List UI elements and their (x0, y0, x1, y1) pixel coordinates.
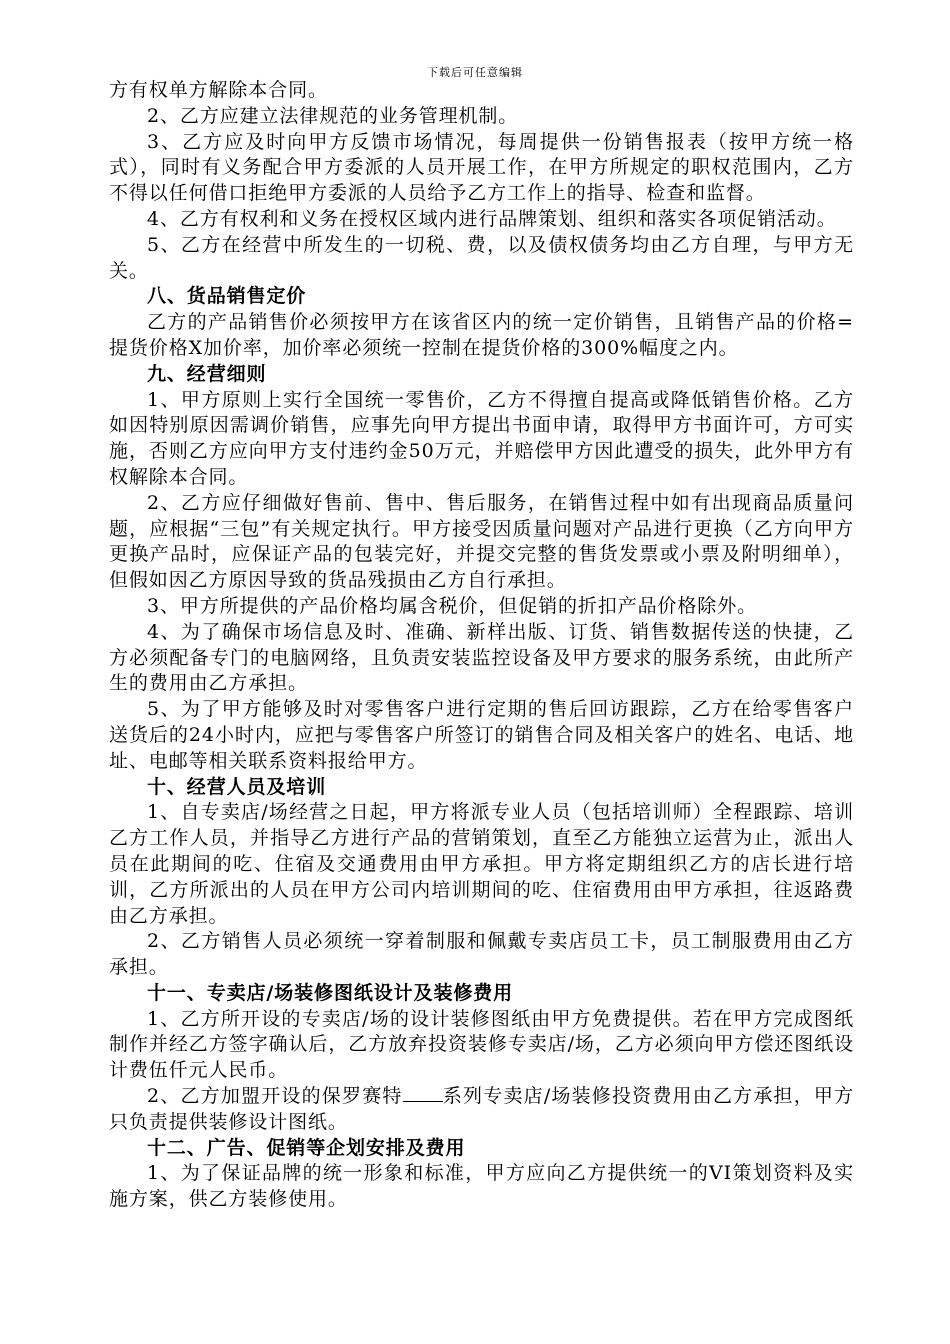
paragraph: 4、乙方有权利和义务在授权区域内进行品牌策划、组织和落实各项促销活动。 (147, 207, 837, 230)
paragraph: 1、自专卖店/场经营之日起，甲方将派专业人员（包括培训师）全程跟踪、培训乙方工作人员，并指导乙方进行产品的营销策划，直至乙方能独立运营为止，派出人员在此期间的吃、住宿及交通费用由甲方承担。甲方将定期组织乙方的店长进行培训，乙方所派出的人员在甲方公司内培训期间的吃、住宿费用由甲方承担，往返路费由乙方承担。 (109, 801, 854, 927)
paragraph: 1、乙方所开设的专卖店/场的设计装修图纸由甲方免费提供。若在甲方完成图纸制作并经乙方签字确认后，乙方放弃投资装修专卖店/场，乙方必须向甲方偿还图纸设计费伍仟元人民币。 (109, 1007, 854, 1082)
paragraph: 2、乙方应仔细做好售前、售中、售后服务，在销售过程中如有出现商品质量问题，应根据“三包”有关规定执行。甲方接受因质量问题对产品进行更换（乙方向甲方更换产品时，应保证产品的包装完好，并提交完整的售货发票或小票及附明细单），但假如因乙方原因导致的货品残损由乙方自行承担。 (109, 491, 854, 592)
section-heading: 十二、广告、促销等企划安排及费用 (147, 1136, 466, 1159)
section-heading: 十一、专卖店/场装修图纸设计及装修费用 (147, 981, 514, 1004)
paragraph: 方有权单方解除本合同。 (109, 79, 328, 101)
document-body (109, 78, 854, 1213)
paragraph: 1、甲方原则上实行全国统一零售价，乙方不得擅自提高或降低销售价格。乙方如因特别原因需调价销售，应事先向甲方提出书面申请，取得甲方书面许可，方可实施，否则乙方应向甲方支付违约金50万元，并赔偿甲方因此遭受的损失，此外甲方有权解除本合同。 (109, 388, 854, 488)
paragraph-text-after-blank: 系列专卖店/场装修投资费用由乙方承担，甲方只负责提供装修设计图纸。 (109, 1085, 854, 1133)
header-note: 下载后可任意编辑 (427, 66, 523, 79)
paragraph-with-blank (109, 1084, 854, 1136)
paragraph-text-before-blank: 2、乙方加盟开设的保罗赛特 (147, 1085, 403, 1108)
paragraph: 2、乙方销售人员必须统一穿着制服和佩戴专卖店员工卡，员工制服费用由乙方承担。 (109, 930, 854, 979)
section-heading: 十、经营人员及培训 (147, 775, 327, 798)
paragraph: 3、甲方所提供的产品价格均属含税价，但促销的折扣产品价格除外。 (147, 594, 757, 617)
paragraph: 乙方的产品销售价必须按甲方在该省区内的统一定价销售，且销售产品的价格=提货价格X加价率，加价率必须统一控制在提货价格的300%幅度之内。 (109, 311, 854, 359)
paragraph: 4、为了确保市场信息及时、准确、新样出版、订货、销售数据传送的快捷，乙方必须配备专门的电脑网络，且负责安装监控设备及甲方要求的服务系统，由此所产生的费用由乙方承担。 (109, 620, 854, 695)
paragraph: 5、乙方在经营中所发生的一切税、费，以及债权债务均由乙方自理，与甲方无关。 (109, 233, 854, 282)
paragraph: 1、为了保证品牌的统一形象和标准，甲方应向乙方提供统一的VI策划资料及实施方案，供乙方装修使用。 (109, 1162, 854, 1211)
section-heading: 九、经营细则 (147, 362, 267, 385)
paragraph: 3、乙方应及时向甲方反馈市场情况，每周提供一份销售报表（按甲方统一格式），同时有义务配合甲方委派的人员开展工作，在甲方所规定的职权范围内，乙方不得以任何借口拒绝甲方委派的人员给予乙方工作上的指导、检查和监督。 (109, 130, 854, 205)
paragraph: 5、为了甲方能够及时对零售客户进行定期的售后回访跟踪，乙方在给零售客户送货后的24小时内，应把与零售客户所签订的销售合同及相关客户的姓名、电话、地址、电邮等相关联系资料报给甲方。 (109, 698, 854, 772)
section-heading: 八、货品销售定价 (147, 285, 307, 308)
fill-in-blank (403, 1085, 443, 1102)
paragraph: 2、乙方应建立法律规范的业务管理机制。 (147, 104, 519, 127)
